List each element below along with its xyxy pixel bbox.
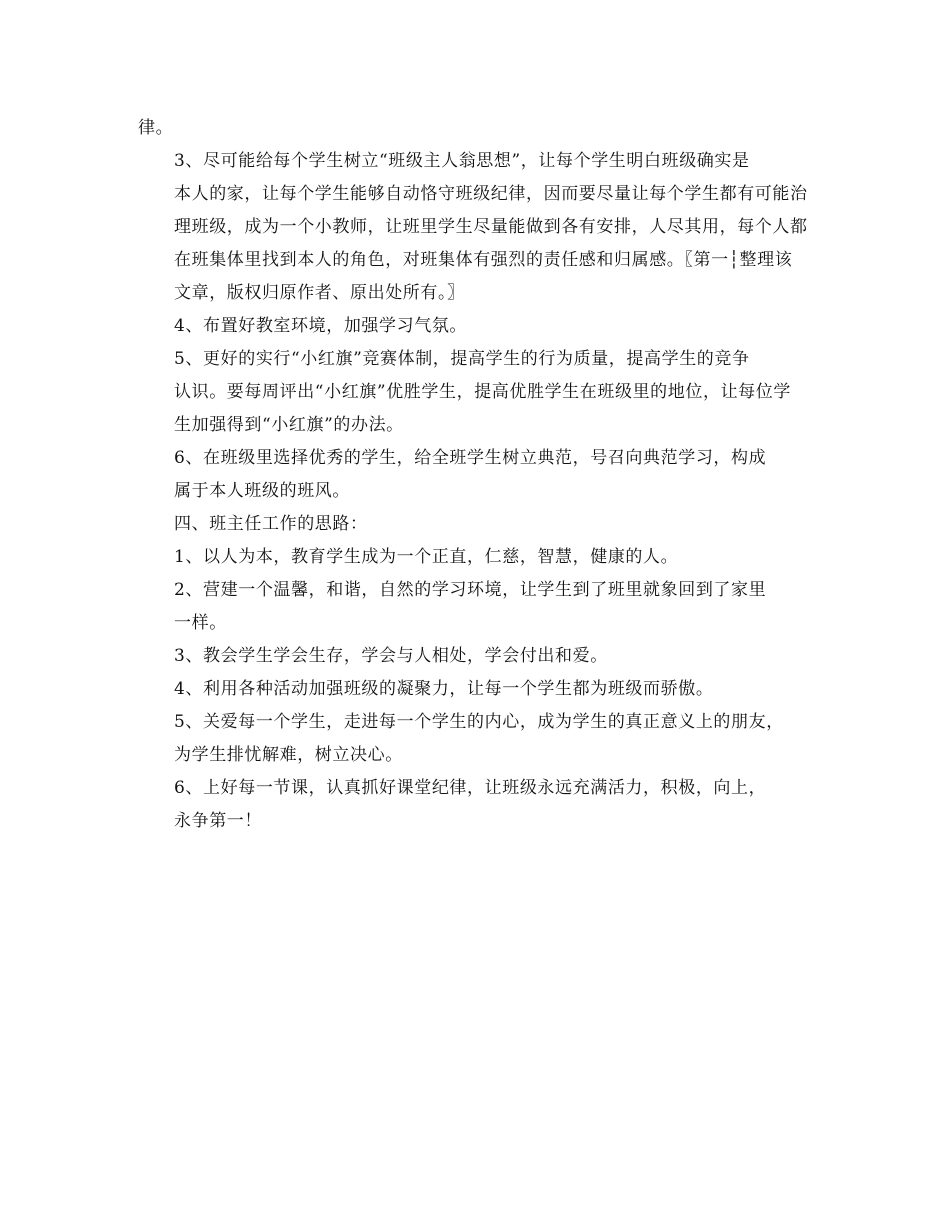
paragraph-thought-5 xyxy=(138,706,818,772)
paragraph-thought-6 xyxy=(138,772,818,838)
text-line: 2、营建一个温馨，和谐，自然的学习环境，让学生到了班里就象回到了家里 xyxy=(174,580,767,600)
section-heading-four xyxy=(138,508,818,541)
text-line: 6、在班级里选择优秀的学生，给全班学生树立典范，号召向典范学习，构成 xyxy=(174,448,767,468)
text-line: 生加强得到“小红旗”的办法。 xyxy=(174,415,404,435)
paragraph-thought-1 xyxy=(138,541,818,574)
text-line: 永争第一！ xyxy=(174,811,262,831)
text-line: 一样。 xyxy=(174,613,227,633)
paragraph-item-4-classroom xyxy=(138,310,818,343)
text-line: 5、更好的实行“小红旗”竞赛体制，提高学生的行为质量，提高学生的竞争 xyxy=(174,349,750,369)
paragraph-continuation xyxy=(138,112,818,145)
text-line: 6、上好每一节课，认真抓好课堂纪律，让班级永远充满活力，积极，向上， xyxy=(174,778,767,798)
text-line: 认识。要每周评出“小红旗”优胜学生，提高优胜学生在班级里的地位，让每位学 xyxy=(174,382,791,402)
text-line: 律。 xyxy=(138,118,174,138)
text-line: 1、以人为本，教育学生成为一个正直，仁慈，智慧，健康的人。 xyxy=(174,547,679,567)
text-line: 4、布置好教室环境，加强学习气氛。 xyxy=(174,316,468,336)
text-line: 理班级，成为一个小教师，让班里学生尽量能做到各有安排，人尽其用，每个人都 xyxy=(174,217,808,237)
paragraph-item-3-ownership xyxy=(138,145,818,310)
text-line: 3、教会学生学会生存，学会与人相处，学会付出和爱。 xyxy=(174,646,608,666)
text-line: 本人的家，让每个学生能够自动恪守班级纪律，因而要尽量让每个学生都有可能治 xyxy=(174,184,808,204)
document-body xyxy=(138,112,818,838)
text-line: 3、尽可能给每个学生树立“班级主人翁思想”，让每个学生明白班级确实是 xyxy=(174,151,750,171)
text-line: 在班集体里找到本人的角色，对班集体有强烈的责任感和归属感。〖第一┆整理该 xyxy=(174,250,793,270)
text-line: 文章，版权归原作者、原出处所有。〗 xyxy=(174,283,465,303)
text-line: 为学生排忧解难，树立决心。 xyxy=(174,745,403,765)
paragraph-thought-4 xyxy=(138,673,818,706)
paragraph-item-5-red-flag xyxy=(138,343,818,442)
paragraph-item-6-role-models xyxy=(138,442,818,508)
text-line: 四、班主任工作的思路： xyxy=(174,514,368,534)
text-line: 4、利用各种活动加强班级的凝聚力，让每一个学生都为班级而骄傲。 xyxy=(174,679,714,699)
text-line: 5、关爱每一个学生，走进每一个学生的内心，成为学生的真正意义上的朋友， xyxy=(174,712,784,732)
text-line: 属于本人班级的班风。 xyxy=(174,481,350,501)
paragraph-thought-3 xyxy=(138,640,818,673)
paragraph-thought-2 xyxy=(138,574,818,640)
